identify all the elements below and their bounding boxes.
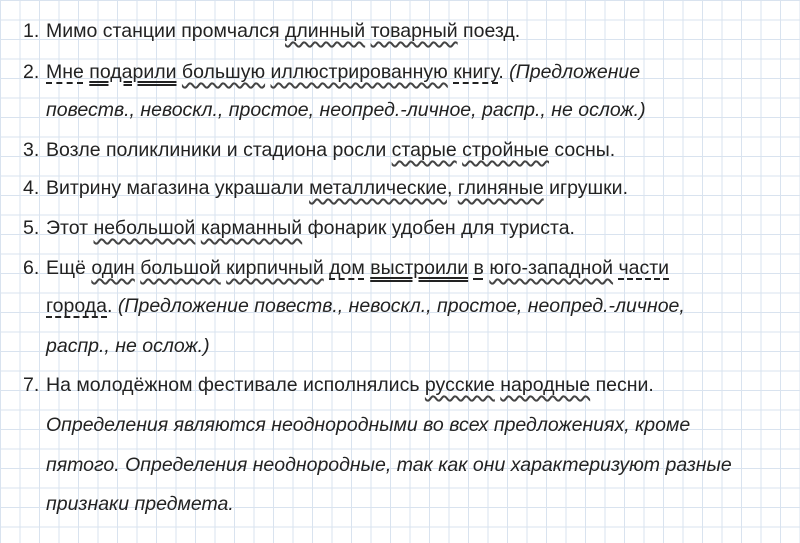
word: На молодёжном фестивале исполнялись bbox=[46, 374, 425, 396]
item-note: (Предложение bbox=[509, 61, 641, 83]
word-underlined: один bbox=[91, 257, 135, 279]
word-underlined: дом bbox=[329, 257, 365, 279]
word-underlined: металлические bbox=[309, 177, 447, 199]
word-underlined: карманный bbox=[200, 217, 303, 239]
word-underlined: большую bbox=[181, 61, 266, 83]
word-underlined: кирпичный bbox=[226, 257, 324, 279]
word-underlined: подарили bbox=[89, 61, 177, 83]
item-number: 7. bbox=[23, 374, 40, 396]
word-underlined: выстроили bbox=[370, 257, 469, 279]
word-underlined: в bbox=[473, 257, 484, 279]
conclusion-text: признаки предмета. bbox=[46, 493, 234, 515]
word-underlined: юго-западной bbox=[489, 257, 614, 279]
word: сосны. bbox=[549, 139, 616, 161]
word-underlined: части bbox=[618, 257, 670, 279]
item-text: Витрину магазина украшали металлические, глиняные игрушки. bbox=[46, 177, 628, 199]
item-number: 3. bbox=[23, 139, 40, 161]
word-underlined: длинный bbox=[285, 20, 366, 42]
word-underlined: книгу bbox=[453, 61, 499, 83]
item-text bbox=[46, 366, 654, 404]
word-underlined: города bbox=[46, 295, 108, 317]
word-underlined: большой bbox=[140, 257, 221, 279]
item-number: 6. bbox=[23, 257, 40, 279]
word-underlined: Мне bbox=[46, 61, 84, 83]
conclusion-text: Определения являются неоднородными во всех предложениях, кроме bbox=[46, 414, 691, 436]
item-text bbox=[46, 12, 520, 50]
word-underlined: старые bbox=[391, 139, 457, 161]
item-text: Мне подарили большую иллюстрированную книгу. (Предложение bbox=[46, 61, 641, 83]
item-number: 2. bbox=[23, 61, 40, 83]
word-underlined: иллюстрированную bbox=[270, 61, 448, 83]
item-note: (Предложение повеств., невоскл., простое, неопред.-личное, bbox=[117, 295, 685, 317]
word-underlined: товарный bbox=[370, 20, 458, 42]
word-underlined: русские bbox=[424, 374, 495, 396]
word: Витрину магазина украшали bbox=[46, 177, 310, 199]
word: игрушки. bbox=[543, 177, 628, 199]
word: Ещё bbox=[46, 257, 92, 279]
item-number: 4. bbox=[23, 177, 40, 199]
word: Возле поликлиники и стадиона росли bbox=[46, 139, 392, 161]
item-note-cont: распр., не ослож.) bbox=[46, 335, 210, 357]
word: поезд. bbox=[457, 20, 521, 42]
item-text bbox=[46, 249, 669, 287]
word: Мимо станции промчался bbox=[46, 20, 286, 42]
word-underlined: глиняные bbox=[457, 177, 544, 199]
item-text bbox=[46, 209, 575, 247]
word-underlined: стройные bbox=[462, 139, 550, 161]
item-text bbox=[46, 131, 615, 169]
item-text-cont: города. (Предложение повеств., невоскл., простое, неопред.-личное, bbox=[46, 295, 685, 317]
word-underlined: народные bbox=[500, 374, 591, 396]
conclusion-text: пятого. Определения неоднородные, так как они характеризуют разные bbox=[46, 454, 732, 476]
word: Этот bbox=[46, 217, 94, 239]
item-number: 5. bbox=[23, 217, 40, 239]
item-note-cont: повеств., невоскл., простое, неопред.-личное, распр., не ослож.) bbox=[46, 99, 646, 121]
word: песни. bbox=[590, 374, 654, 396]
item-number: 1. bbox=[23, 20, 40, 42]
word: фонарик удобен для туриста. bbox=[302, 217, 575, 239]
word-underlined: небольшой bbox=[93, 217, 196, 239]
